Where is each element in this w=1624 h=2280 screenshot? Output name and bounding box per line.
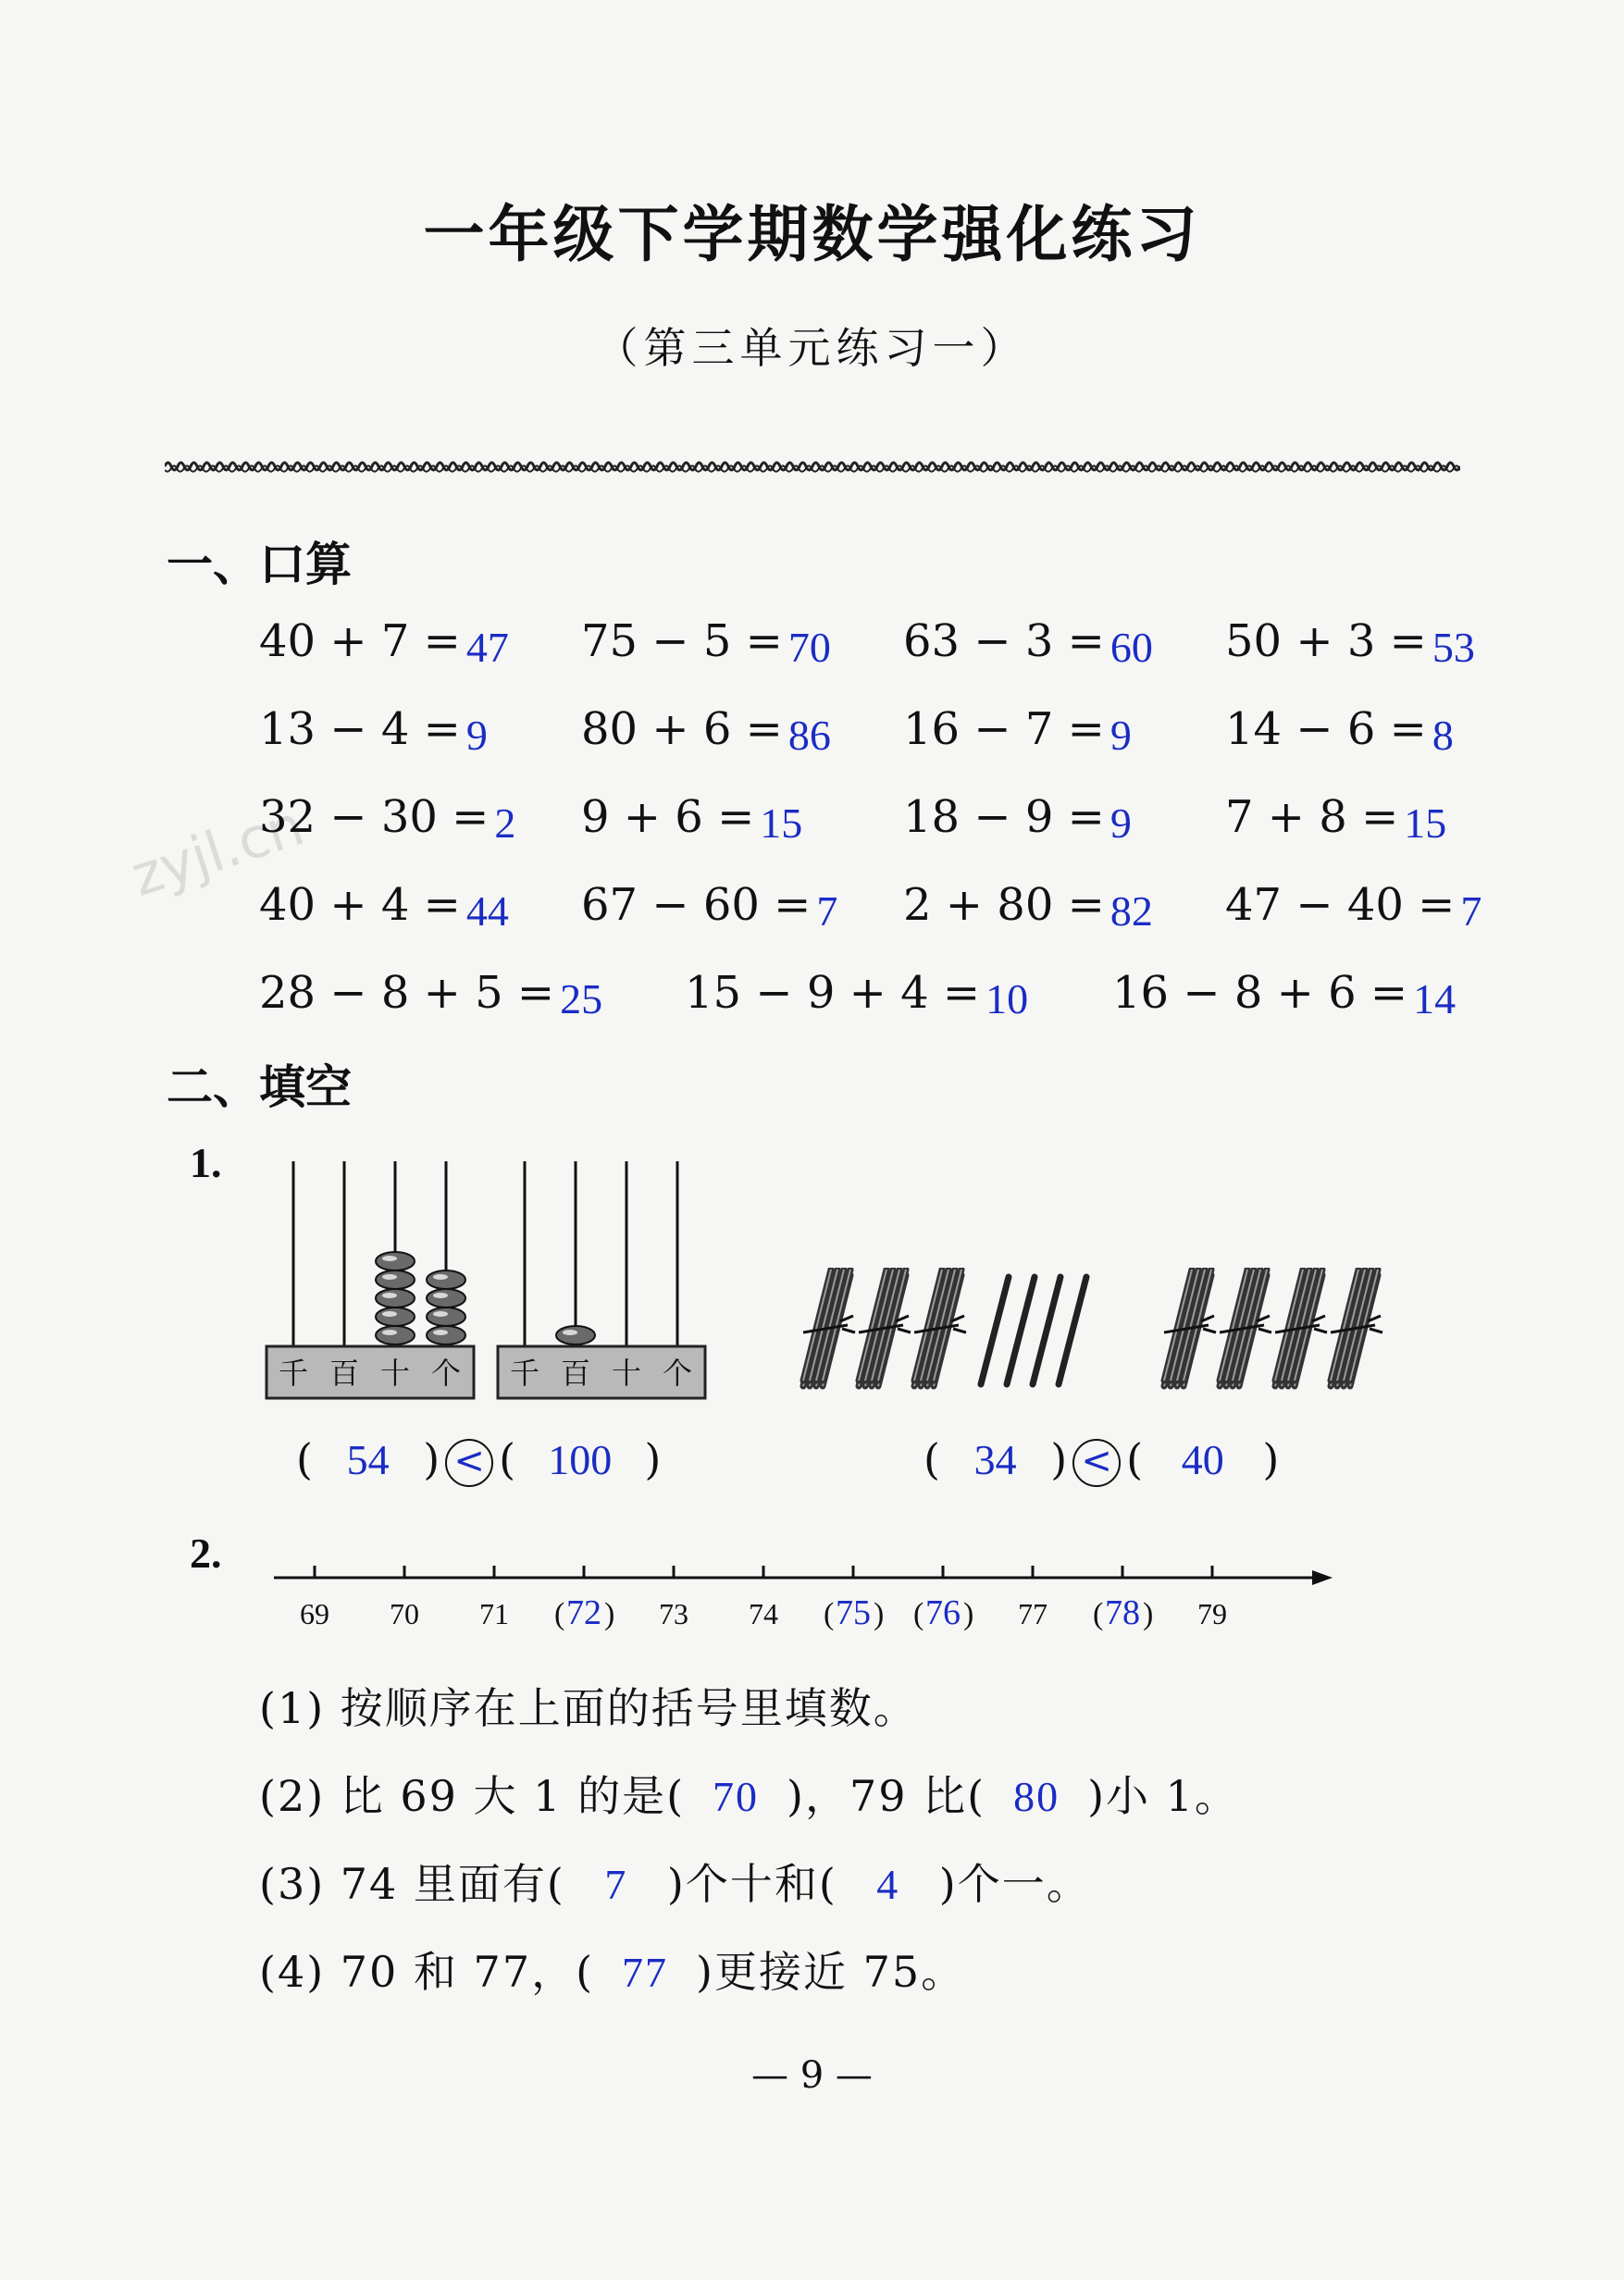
expression: 18 − 9 = [903,791,1105,843]
mental-math-item [259,879,509,935]
mental-math-item [903,879,1153,935]
counting-sticks [796,1268,1444,1406]
number-line-answer: 72 [566,1593,601,1632]
abacus-left [264,1157,477,1402]
question-text: )个一。 [938,1859,1091,1909]
expression: 9 + 6 = [581,791,755,843]
expression: 32 − 30 = [259,791,490,843]
abacus-right-label-tens: 十 [611,1356,642,1391]
expression: 16 − 8 + 6 = [1112,967,1408,1019]
watermark: zyjl.cn [123,793,312,910]
mental-math-item [903,703,1132,759]
mental-math-item [903,791,1132,847]
number-line-label: 77 [1018,1597,1048,1630]
single-stick [981,1277,1009,1384]
expression: 28 − 8 + 5 = [259,967,555,1019]
abacus-left-label-hundreds: 百 [329,1357,360,1390]
answer: 14 [1413,975,1457,1022]
number-line-label: 69 [300,1597,329,1630]
abacus-bead-highlight [382,1311,397,1317]
compare-left-op: < [445,1439,493,1487]
mental-math-item [259,967,603,1022]
stick-bundle [914,1270,966,1386]
abacus-bead-highlight [382,1256,397,1261]
expression: 40 + 4 = [259,879,461,931]
fill-answer: 7 [604,1861,628,1908]
abacus-left-label-ones: 个 [430,1357,462,1390]
answer: 9 [1110,712,1132,759]
answer: 10 [986,975,1029,1022]
abacus-bead-highlight [433,1274,448,1280]
expression: 47 − 40 = [1225,879,1456,931]
single-stick [1007,1277,1035,1384]
paren: ( [296,1434,313,1484]
q2-subquestion-2 [259,1763,1239,1824]
number-line-label: 70 [390,1597,419,1630]
question-text: (2) 比 69 大 1 的是( [259,1771,686,1821]
answer: 25 [560,975,603,1022]
q2-subquestion-3 [259,1851,1091,1912]
q2-subquestion-4 [259,1939,965,2000]
section-heading-mental-math: 一、口算 [167,538,352,591]
mental-math-item [581,703,831,759]
wavy-divider [165,455,1460,477]
abacus-bead [427,1307,465,1326]
mental-math-item [259,615,509,671]
compare-left-b: 100 [548,1436,613,1483]
paren: ) [1262,1434,1280,1484]
abacus-right-label-thousands: 千 [509,1356,540,1391]
single-stick [1033,1277,1060,1384]
mental-math-item [1225,615,1475,671]
single-stick [1059,1277,1086,1384]
abacus-bead [427,1326,465,1344]
answer: 53 [1432,624,1475,671]
compare-left-a: 54 [346,1436,390,1483]
abacus-bead-highlight [433,1330,448,1335]
compare-right-b: 40 [1181,1436,1224,1483]
abacus-bead-highlight [382,1330,397,1335]
paren: ) [1050,1434,1068,1484]
expression: 63 − 3 = [903,615,1105,667]
expression: 67 − 60 = [581,879,812,931]
page-subtitle: （第三单元练习一） [595,323,1029,373]
answer: 60 [1110,624,1153,671]
expression: 80 + 6 = [581,703,783,755]
stick-bundle [1164,1270,1216,1386]
number-line-label: 79 [1197,1597,1227,1630]
abacus-right-label-ones: 个 [662,1356,693,1391]
blank-paren: ) [874,1597,885,1631]
expression: 75 − 5 = [581,615,783,667]
fill-answer: 77 [622,1949,669,1996]
answer: 7 [1460,887,1482,935]
answer: 82 [1110,887,1153,935]
abacus-bead [376,1252,415,1270]
question-text: )，79 比( [787,1771,986,1821]
answer: 44 [465,887,509,935]
number-line [268,1555,1360,1656]
expression: 16 − 7 = [903,703,1105,755]
number-line-label: 74 [749,1597,778,1630]
mental-math-item [581,879,838,935]
compare-right [924,1434,1279,1487]
number-line-label: 71 [479,1597,509,1630]
answer: 15 [760,799,803,847]
question-text: (4) 70 和 77，( [259,1947,595,1997]
answer: 47 [465,624,509,671]
q2-subquestion-1 [259,1675,918,1736]
question-text: (3) 74 里面有( [259,1859,565,1909]
stick-bundle [1275,1270,1327,1386]
stick-bundle [803,1270,855,1386]
page-number: — 9 — [751,2054,873,2097]
mental-math-item [1225,791,1447,847]
expression: 50 + 3 = [1225,615,1427,667]
question-number-2: 2. [190,1530,222,1577]
expression: 40 + 7 = [259,615,461,667]
blank-paren: ( [913,1597,924,1631]
answer: 70 [787,624,831,671]
abacus-left-label-thousands: 千 [278,1357,309,1390]
page-title: 一年级下学期数学强化练习 [423,199,1201,270]
mental-math-item [685,967,1029,1022]
answer: 9 [1110,799,1132,847]
answer: 8 [1432,712,1454,759]
stick-bundle [1331,1270,1382,1386]
expression: 7 + 8 = [1225,791,1399,843]
answer: 7 [816,887,838,935]
question-text: (1) 按顺序在上面的括号里填数。 [259,1683,918,1733]
blank-paren: ( [554,1597,565,1631]
mental-math-item [1225,703,1454,759]
expression: 2 + 80 = [903,879,1105,931]
abacus-bead [376,1289,415,1307]
stick-bundle [859,1270,911,1386]
abacus-right-label-hundreds: 百 [560,1356,591,1391]
paren: ( [924,1434,940,1484]
mental-math-item [259,703,488,759]
abacus-right [495,1157,708,1402]
expression: 13 − 4 = [259,703,461,755]
answer: 15 [1404,799,1447,847]
fill-answer: 70 [713,1773,760,1820]
mental-math-item [1225,879,1482,935]
fill-answer: 4 [876,1861,900,1908]
blank-paren: ( [824,1597,835,1631]
blank-paren: ) [604,1597,615,1631]
answer: 9 [465,712,488,759]
compare-right-op: < [1072,1439,1121,1487]
abacus-bead-highlight [433,1311,448,1317]
blank-paren: ( [1093,1597,1104,1631]
blank-paren: ) [1143,1597,1154,1631]
question-text: )个十和( [666,1859,837,1909]
question-number-1: 1. [190,1139,222,1186]
section-heading-fill-blank: 二、填空 [167,1060,352,1114]
paren: ( [499,1434,516,1484]
blank-paren: ) [963,1597,974,1631]
mental-math-item [581,791,803,847]
abacus-bead [427,1270,465,1289]
paren: ( [1126,1434,1144,1484]
question-text: )更接近 75。 [696,1947,966,1997]
compare-left [296,1434,661,1487]
answer: 2 [494,799,516,847]
stick-bundle [1220,1270,1271,1386]
abacus-left-label-tens: 十 [379,1357,411,1390]
paren: ) [644,1434,662,1484]
abacus-bead-highlight [563,1330,577,1335]
number-line-label: 73 [659,1597,688,1630]
mental-math-item [903,615,1153,671]
abacus-bead-highlight [382,1274,397,1280]
number-line-answer: 76 [925,1593,961,1632]
question-text: )小 1。 [1087,1771,1239,1821]
fill-answer: 80 [1013,1773,1060,1820]
answer: 86 [787,712,831,759]
abacus-bead [376,1270,415,1289]
compare-right-a: 34 [973,1436,1017,1483]
paren: ) [423,1434,440,1484]
abacus-bead-highlight [382,1293,397,1298]
abacus-bead [376,1326,415,1344]
mental-math-item [259,791,516,847]
abacus-bead-highlight [433,1293,448,1298]
expression: 15 − 9 + 4 = [685,967,981,1019]
abacus-bead [556,1326,595,1344]
abacus-bead [427,1289,465,1307]
mental-math-item [581,615,831,671]
number-line-answer: 75 [836,1593,871,1632]
abacus-bead [376,1307,415,1326]
number-line-answer: 78 [1105,1593,1140,1632]
expression: 14 − 6 = [1225,703,1427,755]
mental-math-item [1112,967,1457,1022]
